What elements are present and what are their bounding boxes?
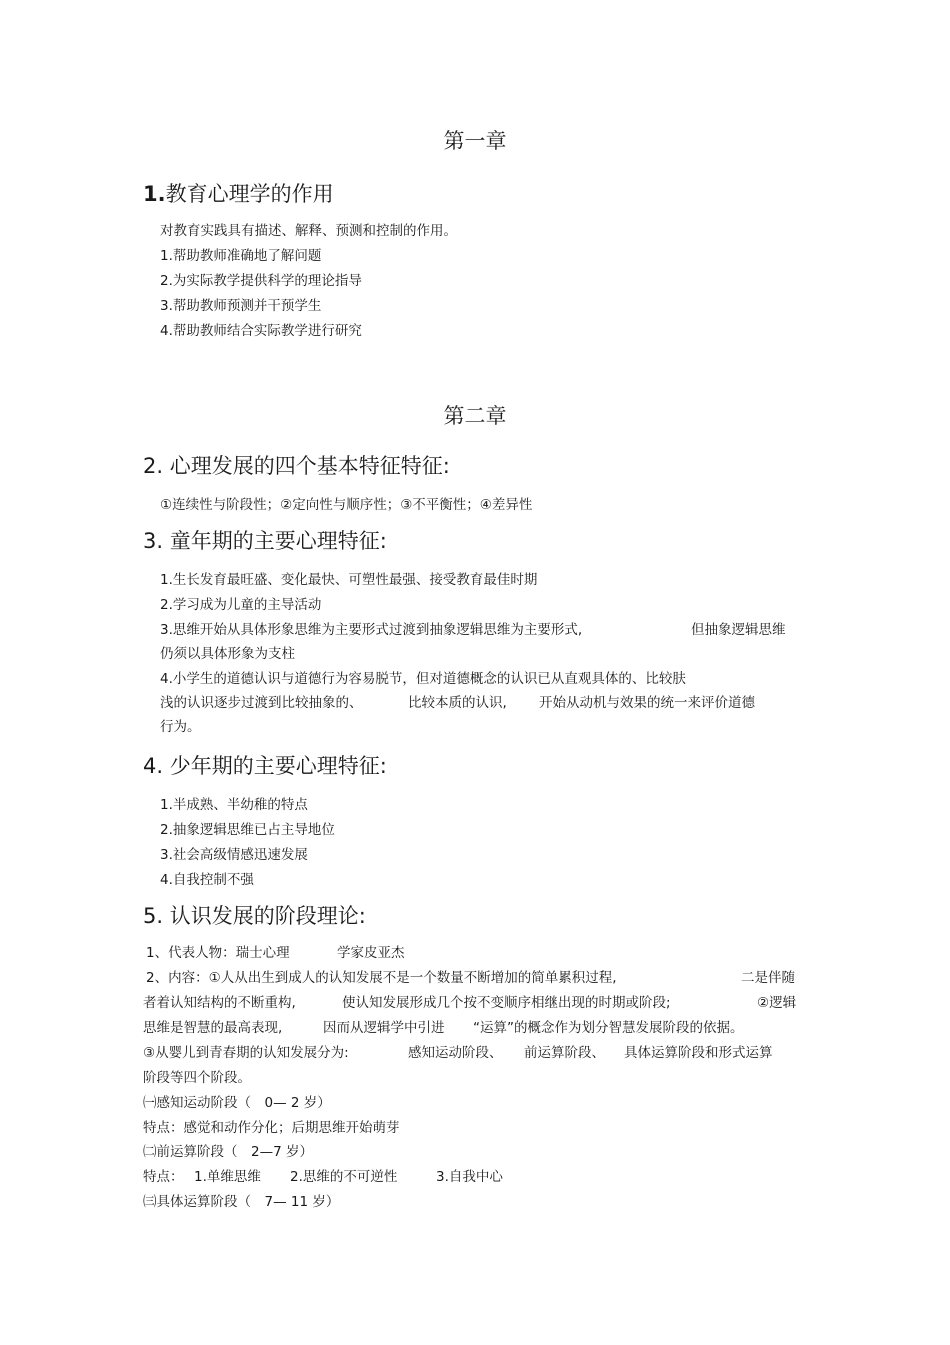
- section-4-item-2: 2.抽象逻辑思维已占主导地位: [160, 822, 335, 838]
- section-5-line-4a: 思维是智慧的最高表现,: [143, 1020, 283, 1036]
- section-3-item-3a: 3.思维开始从具体形象思维为主要形式过渡到抽象逻辑思维为主要形式,: [160, 622, 583, 638]
- section-5-line-3c: ②逻辑: [757, 995, 797, 1011]
- section-5-line-4b: 因而从逻辑学中引进: [323, 1020, 445, 1036]
- section-5-line-1a: 1、代表人物：瑞士心理: [146, 945, 290, 961]
- section-4-item-1: 1.半成熟、半幼稚的特点: [160, 797, 308, 813]
- section-3-item-4d: 开始从动机与效果的统一来评价道德: [539, 695, 755, 711]
- stage-1-title: ㈠感知运动阶段（ 0— 2 岁）: [143, 1095, 331, 1111]
- section-1-item-3: 3.帮助教师预测并干预学生: [160, 298, 322, 314]
- stage-1-features: 特点：感觉和动作分化；后期思维开始萌芽: [143, 1120, 400, 1136]
- section-2-heading: 2. 心理发展的四个基本特征特征:: [143, 454, 450, 478]
- stage-2-features-label: 特点：: [143, 1169, 184, 1185]
- section-1-item-1: 1.帮助教师准确地了解问题: [160, 248, 322, 264]
- section-5-line-5d: 具体运算阶段和形式运算: [624, 1045, 773, 1061]
- section-5-line-1b: 学家皮亚杰: [337, 945, 405, 961]
- section-3-heading: 3. 童年期的主要心理特征:: [143, 529, 387, 553]
- section-2-traits: ①连续性与阶段性；②定向性与顺序性；③不平衡性；④差异性: [160, 497, 533, 513]
- section-1-number: 1.: [143, 182, 166, 206]
- section-5-line-5b: 感知运动阶段、: [408, 1045, 503, 1061]
- section-3-item-3b: 但抽象逻辑思维: [691, 622, 786, 638]
- section-5-line-3a: 者着认知结构的不断重构,: [143, 995, 296, 1011]
- stage-2-feature-3: 3.自我中心: [436, 1169, 503, 1185]
- section-1-heading-text: 教育心理学的作用: [165, 182, 334, 206]
- section-3-item-4e: 行为。: [160, 719, 201, 735]
- section-5-line-5a: ③从婴儿到青春期的认知发展分为:: [143, 1045, 349, 1061]
- stage-2-feature-2: 2.思维的不可逆性: [290, 1169, 398, 1185]
- chapter-2-title: 第二章: [443, 404, 507, 428]
- section-4-item-3: 3.社会高级情感迅速发展: [160, 847, 308, 863]
- section-1-heading: [143, 180, 334, 208]
- section-1-intro: 对教育实践具有描述、解释、预测和控制的作用。: [160, 223, 457, 239]
- section-5-line-3b: 使认知发展形成几个按不变顺序相继出现的时期或阶段;: [342, 995, 671, 1011]
- section-5-line-2a: 2、内容：①人从出生到成人的认知发展不是一个数量不断增加的简单累积过程,: [146, 970, 617, 986]
- section-3-item-4c: 比较本质的认识,: [408, 695, 507, 711]
- section-5-line-6: 阶段等四个阶段。: [143, 1070, 251, 1086]
- section-3-item-4a: 4.小学生的道德认识与道德行为容易脱节，但对道德概念的认识已从直观具体的、比较肤: [160, 671, 686, 687]
- stage-3-title: ㈢具体运算阶段（ 7— 11 岁）: [143, 1194, 340, 1210]
- section-5-line-5c: 前运算阶段、: [524, 1045, 605, 1061]
- stage-2-title: ㈡前运算阶段（ 2—7 岁）: [143, 1144, 313, 1160]
- section-1-item-4: 4.帮助教师结合实际教学进行研究: [160, 323, 362, 339]
- section-1-item-2: 2.为实际教学提供科学的理论指导: [160, 273, 362, 289]
- section-5-line-2b: 二是伴随: [741, 970, 795, 986]
- section-4-heading: 4. 少年期的主要心理特征:: [143, 754, 387, 778]
- stage-2-feature-1: 1.单维思维: [194, 1169, 261, 1185]
- section-3-item-1: 1.生长发育最旺盛、变化最快、可塑性最强、接受教育最佳时期: [160, 572, 538, 588]
- section-3-item-3c: 仍须以具体形象为支柱: [160, 646, 295, 662]
- chapter-1-title: 第一章: [443, 129, 507, 153]
- section-4-item-4: 4.自我控制不强: [160, 872, 254, 888]
- section-3-item-4b: 浅的认识逐步过渡到比较抽象的、: [160, 695, 363, 711]
- section-5-heading: 5. 认识发展的阶段理论:: [143, 904, 366, 928]
- section-5-line-4c: “运算”的概念作为划分智慧发展阶段的依据。: [473, 1020, 744, 1036]
- section-3-item-2: 2.学习成为儿童的主导活动: [160, 597, 322, 613]
